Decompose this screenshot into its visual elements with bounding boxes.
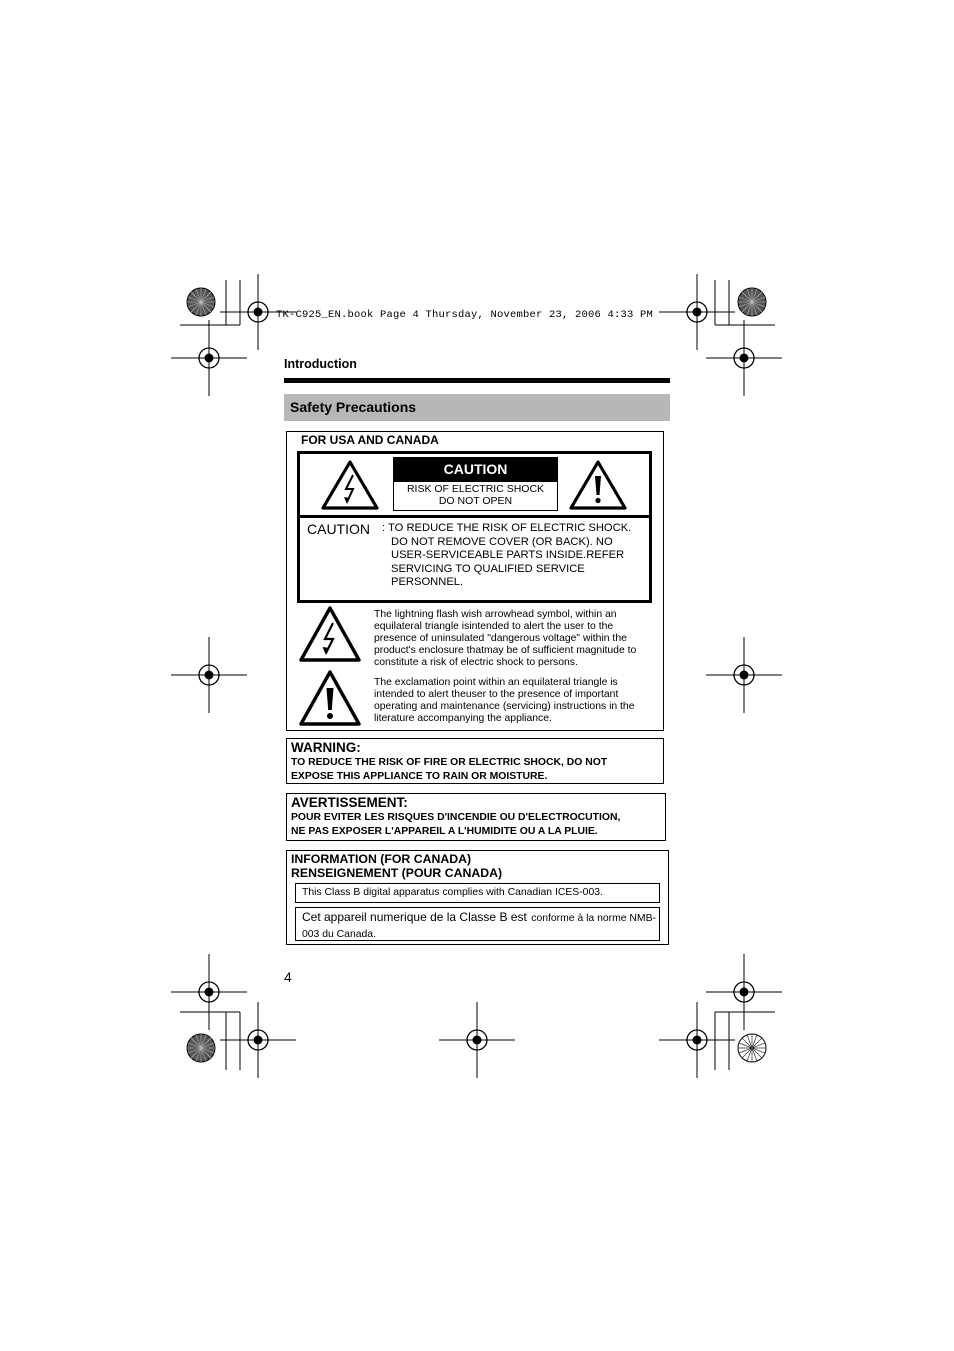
canada-info-title-line1: INFORMATION (FOR CANADA) [291,852,472,866]
page-number: 4 [284,969,292,985]
avertissement-line2: NE PAS EXPOSER L'APPAREIL A L'HUMIDITE OU A LA PLUIE. [291,826,598,837]
warning-line1: TO REDUCE THE RISK OF FIRE OR ELECTRIC SHOCK, DO NOT [291,757,608,768]
canada-info-title [291,852,502,880]
exclamation-triangle-icon-large [298,669,362,727]
ices-statement: This Class B digital apparatus complies with Canadian ICES-003. [295,883,660,903]
lightning-symbol-description: The lightning flash wish arrowhead symbol, within an equilateral triangle isintended to alert the user to the presence of uninsulated "dangerous voltage" within the product's enclosure thatmay be of sufficient magnitude to constitute a risk of electric shock to persons. [374,609,637,668]
caution-label-subtext [393,484,558,507]
warning-title: WARNING: [291,740,361,755]
caution-word: CAUTION [307,521,370,537]
exclamation-symbol-description: The exclamation point within an equilateral triangle is intended to alert theuser to the presence of important operating and maintenance (servicing) instructions in the literature accompanying the appliance. [374,677,635,724]
avertissement-box [286,793,666,841]
usa-canada-title: FOR USA AND CANADA [301,433,439,447]
canada-info-title-line2: RENSEIGNEMENT (POUR CANADA) [291,866,503,880]
print-slug: TK-C925_EN.book Page 4 Thursday, November 23, 2006 4:33 PM [276,309,654,321]
caution-label-line2: DO NOT OPEN [438,494,513,507]
warning-line2: EXPOSE THIS APPLIANCE TO RAIN OR MOISTURE. [291,771,548,782]
caution-text: : TO REDUCE THE RISK OF ELECTRIC SHOCK. DO NOT REMOVE COVER (OR BACK). NO USER-SERVICEABLE PARTS INSIDE.REFER SERVICING TO QUALIFIED SERVICE PERSONNEL. [382,522,632,589]
nmb-statement-part1: Cet appareil numerique de la Classe B est [302,910,527,924]
caution-label-line1: RISK OF ELECTRIC SHOCK [406,483,545,495]
page-title: Safety Precautions [284,394,670,421]
header-rule [284,378,670,383]
section-label: Introduction [284,357,357,371]
avertissement-title: AVERTISSEMENT: [291,795,408,810]
lightning-triangle-icon-large [298,605,362,663]
nmb-statement [295,907,660,941]
lightning-triangle-icon [320,459,380,511]
exclamation-triangle-icon [568,459,628,511]
caution-divider [297,515,652,518]
caution-label: CAUTION [393,457,558,482]
avertissement-line1: POUR EVITER LES RISQUES D'INCENDIE OU D'ELECTROCUTION, [291,812,621,823]
nmb-statement-part2: conforme à la norme NMB-003 du Canada. [302,913,656,940]
warning-box [286,738,664,784]
